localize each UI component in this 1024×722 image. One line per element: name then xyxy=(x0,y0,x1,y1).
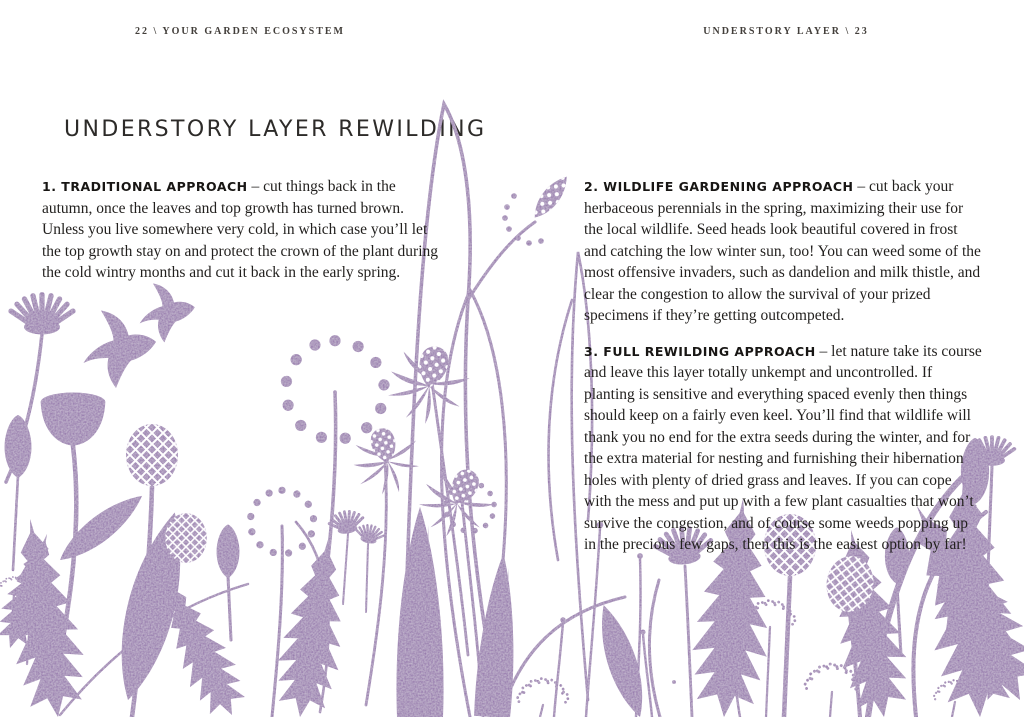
running-header-right: UNDERSTORY LAYER \ 23 xyxy=(703,26,869,37)
veined-leaf xyxy=(52,486,150,570)
right-text-column xyxy=(584,176,982,570)
thistle-head xyxy=(112,401,192,486)
plantain-seed-head xyxy=(502,171,573,246)
approach-2-paragraph xyxy=(584,176,982,327)
dandelion-clock xyxy=(658,666,690,698)
approach-1-body: – cut things back in the autumn, once the leaves and top growth has turned brown. Unless you live somewhere very cold, in which case you’ll let the top growth stay on and protect the crown of the plant during the cold wintry months and cut it back in the early spring. xyxy=(42,178,439,281)
page-title: UNDERSTORY LAYER REWILDING xyxy=(64,116,487,142)
approach-2-body: – cut back your herbaceous perennials in the spring, maximizing their use for the local wildlife. Seed heads look beautiful covered in frost and catching the low winter sun, too! You can weed some of the most offensive invaders, such as dandelion and milk thistle, and clear the congestion to allow the survival of your prized specimens if they’re getting outcompeted. xyxy=(584,178,981,324)
approach-3-body: – let nature take its course and leave this layer totally unkempt and uncontrolled. If planting is sensitive and everything spaced evenly then things should keep on a fairly even keel. You’ll find that wildlife will thank you no end for the extra seeds during the winter, and for the extra material for nesting and furnishing their hibernation holes with plenty of dried grass and leaves. If you can cope with the mess and put up with a few plant casualties that won’t survive the congestion, and of course some weeds popping up in the precious few gaps, then this is the easiest option by far! xyxy=(584,342,982,553)
veined-leaf xyxy=(590,601,653,717)
approach-3-paragraph xyxy=(584,341,982,556)
poppy-seed-head xyxy=(353,521,387,546)
left-text-column xyxy=(42,176,440,298)
approach-1-label: 1. TRADITIONAL APPROACH xyxy=(42,179,248,194)
swallow-icon xyxy=(84,311,157,389)
lotus-seed-pod xyxy=(41,393,106,446)
blade-leaf xyxy=(396,507,443,717)
grass-spike xyxy=(217,516,240,578)
approach-1-paragraph xyxy=(42,176,440,284)
approach-3-label: 3. FULL REWILDING APPROACH xyxy=(584,343,816,359)
blade-leaf xyxy=(474,552,522,717)
poppy-seed-head xyxy=(7,292,76,335)
scabious-seed-head xyxy=(382,338,474,430)
approach-2-label: 2. WILDLIFE GARDENING APPROACH xyxy=(584,179,854,194)
running-header-left: 22 \ YOUR GARDEN ECOSYSTEM xyxy=(135,26,345,37)
